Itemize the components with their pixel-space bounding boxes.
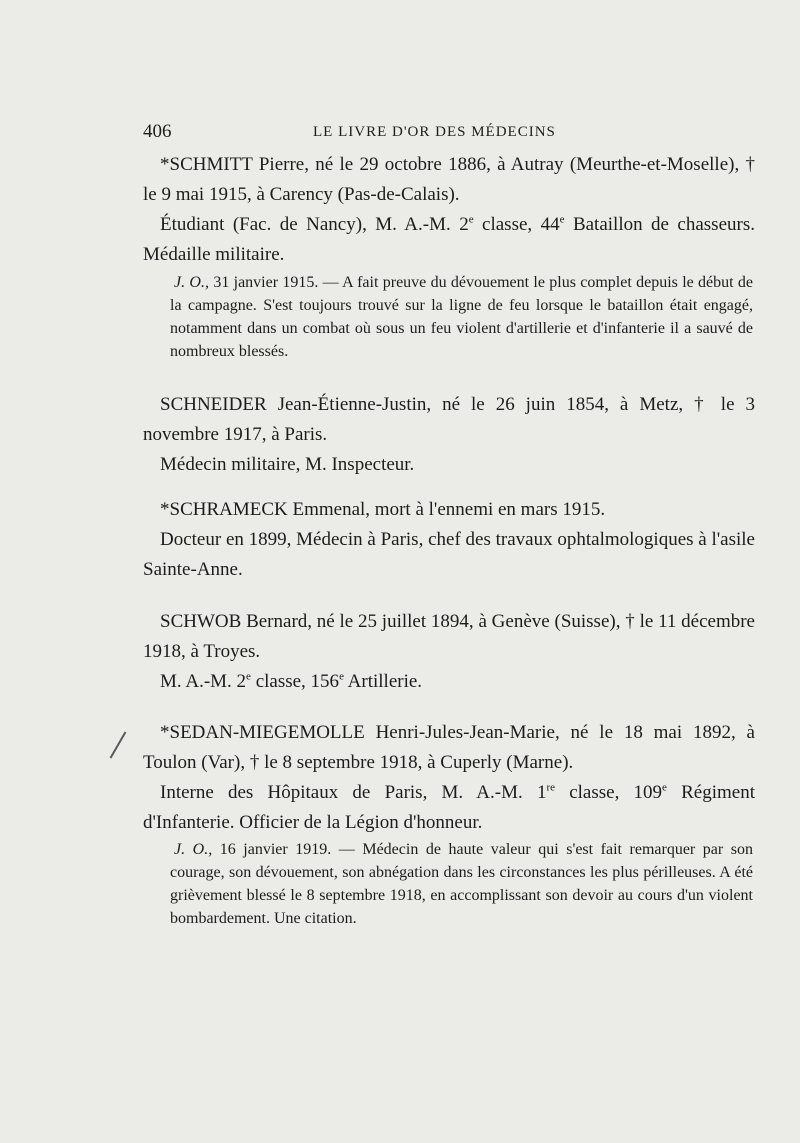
citation-source: J. O., [174, 841, 213, 858]
page-number: 406 [143, 121, 172, 142]
margin-pencil-mark [110, 732, 127, 759]
entry-line: *SCHRAMECK Emmenal, mort à l'ennemi en mars 1915. [160, 499, 606, 520]
entry-line: M. A.-M. 2e classe, 156e Artillerie. [160, 670, 423, 692]
citation-text: 31 janvier 1915. — A fait preuve du dévouement le plus complet depuis le début de la campagne. S'est toujours trouvé sur la ligne de feu lorsque le bataillon était engagé, notamment dans un combat où sous un feu violent d'artillerie et d'infanterie il a sauvé de nombreux blessés. [170, 274, 754, 360]
citation-sedan-miegemolle [170, 838, 753, 930]
entry-line: Médecin militaire, M. Inspecteur. [160, 454, 415, 475]
entry-line: SCHNEIDER Jean-Étienne-Justin, né le 26 juin 1854, à Metz, † le 3 novembre 1917, à Paris. [143, 394, 755, 445]
citation-source: J. O., [174, 274, 209, 291]
entry-line: SCHWOB Bernard, né le 25 juillet 1894, à Genève (Suisse), † le 11 décembre 1918, à Troyes. [143, 611, 755, 662]
entry-line: Étudiant (Fac. de Nancy), M. A.-M. 2e classe, 44e Bataillon de chasseurs. Médaille militaire. [143, 213, 755, 265]
entry-schwob [143, 607, 755, 697]
entry-line: Interne des Hôpitaux de Paris, M. A.-M. 1re classe, 109e Régiment d'Infanterie. Officier de la Légion d'honneur. [143, 781, 755, 833]
entry-line: *SCHMITT Pierre, né le 29 octobre 1886, à Autray (Meurthe-et-Moselle), † le 9 mai 1915, à Carency (Pas-de-Calais). [143, 154, 755, 205]
entry-schrameck [143, 495, 755, 585]
entry-sedan-miegemolle [143, 718, 755, 838]
entry-line: *SEDAN-MIEGEMOLLE Henri-Jules-Jean-Marie, né le 18 mai 1892, à Toulon (Var), † le 8 septembre 1918, à Cuperly (Marne). [143, 722, 755, 773]
citation-text: 16 janvier 1919. — Médecin de haute valeur qui s'est fait remarquer par son courage, son dévouement, son abnégation dans les circonstances les plus périlleuses. A été grièvement blessé le 8 septembre 1918, en accomplissant son devoir au cours d'un violent bombardement. Une citation. [170, 841, 753, 927]
citation-schmitt [170, 271, 753, 363]
running-title: LE LIVRE D'OR DES MÉDECINS [313, 124, 556, 140]
entry-schmitt [143, 150, 755, 270]
entry-line: Docteur en 1899, Médecin à Paris, chef des travaux ophtalmologiques à l'asile Sainte-Anne. [143, 529, 755, 580]
page-header [143, 121, 755, 143]
entry-schneider [143, 390, 755, 480]
